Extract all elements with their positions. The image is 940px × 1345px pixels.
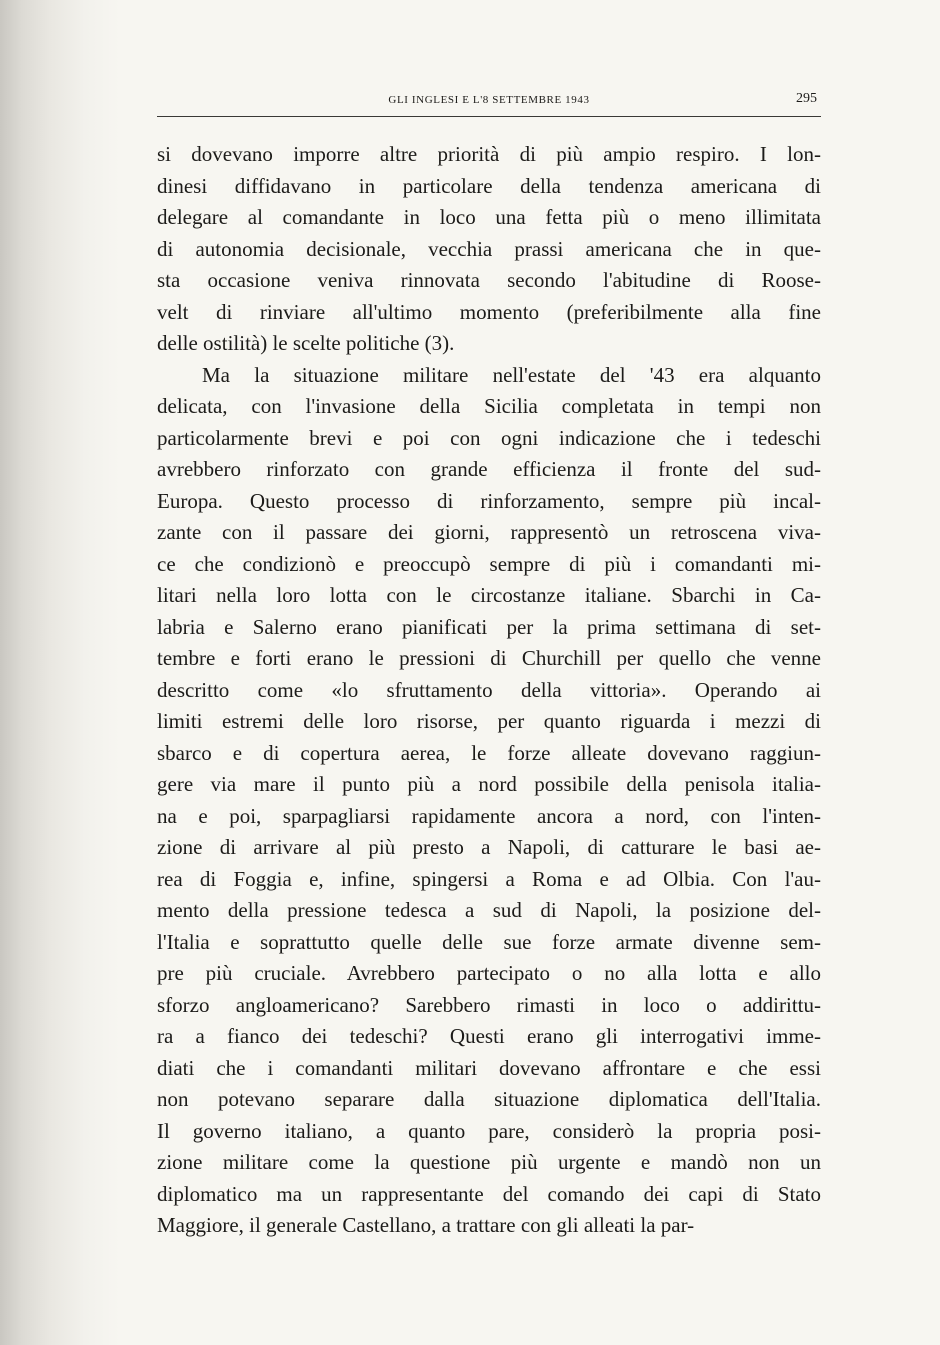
text-line: l'Italia e soprattutto quelle delle sue forze armate divenne sem-	[157, 929, 821, 954]
text-line: sforzo angloamericano? Sarebbero rimasti in loco o addirittu-	[157, 992, 821, 1017]
text-line: litari nella loro lotta con le circostanze italiane. Sbarchi in Ca-	[157, 583, 821, 607]
text-line: delegare al comandante in loco una fetta più o meno illimitata	[157, 205, 821, 229]
text-line: non potevano separare dalla situazione diplomatica dell'Italia.	[157, 1087, 821, 1111]
text-line: dinesi diffidavano in particolare della tendenza americana di	[157, 173, 821, 198]
text-line: diplomatico ma un rappresentante del comando dei capi di Stato	[157, 1181, 821, 1206]
text-line: avrebbero rinforzato con grande efficienza il fronte del sud-	[157, 457, 821, 481]
book-page	[157, 88, 821, 1242]
text-line: descritto come «lo sfruttamento della vittoria». Operando ai	[157, 677, 821, 702]
text-line: delicata, con l'invasione della Sicilia completata in tempi non	[157, 394, 821, 418]
text-line: na e poi, sparpagliarsi rapidamente ancora a nord, con l'inten-	[157, 803, 821, 828]
text-line: sbarco e di copertura aerea, le forze alleate dovevano raggiun-	[157, 740, 821, 765]
text-line: zione militare come la questione più urgente e mandò non un	[157, 1150, 821, 1174]
text-line: ra a fianco dei tedeschi? Questi erano gli interrogativi imme-	[157, 1024, 821, 1048]
text-line: pre più cruciale. Avrebbero partecipato o no alla lotta e allo	[157, 961, 821, 985]
text-line: mento della pressione tedesca a sud di Napoli, la posizione del-	[157, 898, 821, 922]
text-line: delle ostilità) le scelte politiche (3).	[157, 331, 455, 355]
text-line: zione di arrivare al più presto a Napoli, di catturare le basi ae-	[157, 835, 821, 859]
text-line: di autonomia decisionale, vecchia prassi americana che in que-	[157, 236, 821, 261]
paragraph	[157, 360, 821, 1242]
running-header	[157, 88, 821, 117]
text-line: tembre e forti erano le pressioni di Churchill per quello che venne	[157, 646, 821, 670]
text-line: ce che condizionò e preoccupò sempre di più i comandanti mi-	[157, 551, 821, 576]
scan-binding-shadow	[0, 0, 120, 1345]
text-line: Ma la situazione militare nell'estate del '43 era alquanto	[202, 362, 821, 387]
page-number: 295	[796, 91, 817, 106]
text-line: gere via mare il punto più a nord possibile della penisola italia-	[157, 772, 821, 796]
body-text	[157, 139, 821, 1242]
text-line: Europa. Questo processo di rinforzamento, sempre più incal-	[157, 488, 821, 513]
text-line: labria e Salerno erano pianificati per la prima settimana di set-	[157, 614, 821, 639]
text-line: Il governo italiano, a quanto pare, considerò la propria posi-	[157, 1118, 821, 1143]
text-line: sta occasione veniva rinnovata secondo l'abitudine di Roose-	[157, 268, 821, 292]
text-line: si dovevano imporre altre priorità di più ampio respiro. I lon-	[157, 142, 821, 166]
text-line: Maggiore, il generale Castellano, a trattare con gli alleati la par-	[157, 1213, 695, 1237]
text-line: limiti estremi delle loro risorse, per quanto riguarda i mezzi di	[157, 709, 821, 733]
paragraph	[157, 139, 821, 360]
text-line: particolarmente brevi e poi con ogni indicazione che i tedeschi	[157, 425, 821, 450]
text-line: diati che i comandanti militari dovevano affrontare e che essi	[157, 1055, 821, 1080]
text-line: zante con il passare dei giorni, rappresentò un retroscena viva-	[157, 520, 821, 544]
text-line: velt di rinviare all'ultimo momento (preferibilmente alla fine	[157, 299, 821, 324]
text-line: rea di Foggia e, infine, spingersi a Roma e ad Olbia. Con l'au-	[157, 866, 821, 891]
running-title: GLI INGLESI E L'8 SETTEMBRE 1943	[388, 94, 590, 106]
